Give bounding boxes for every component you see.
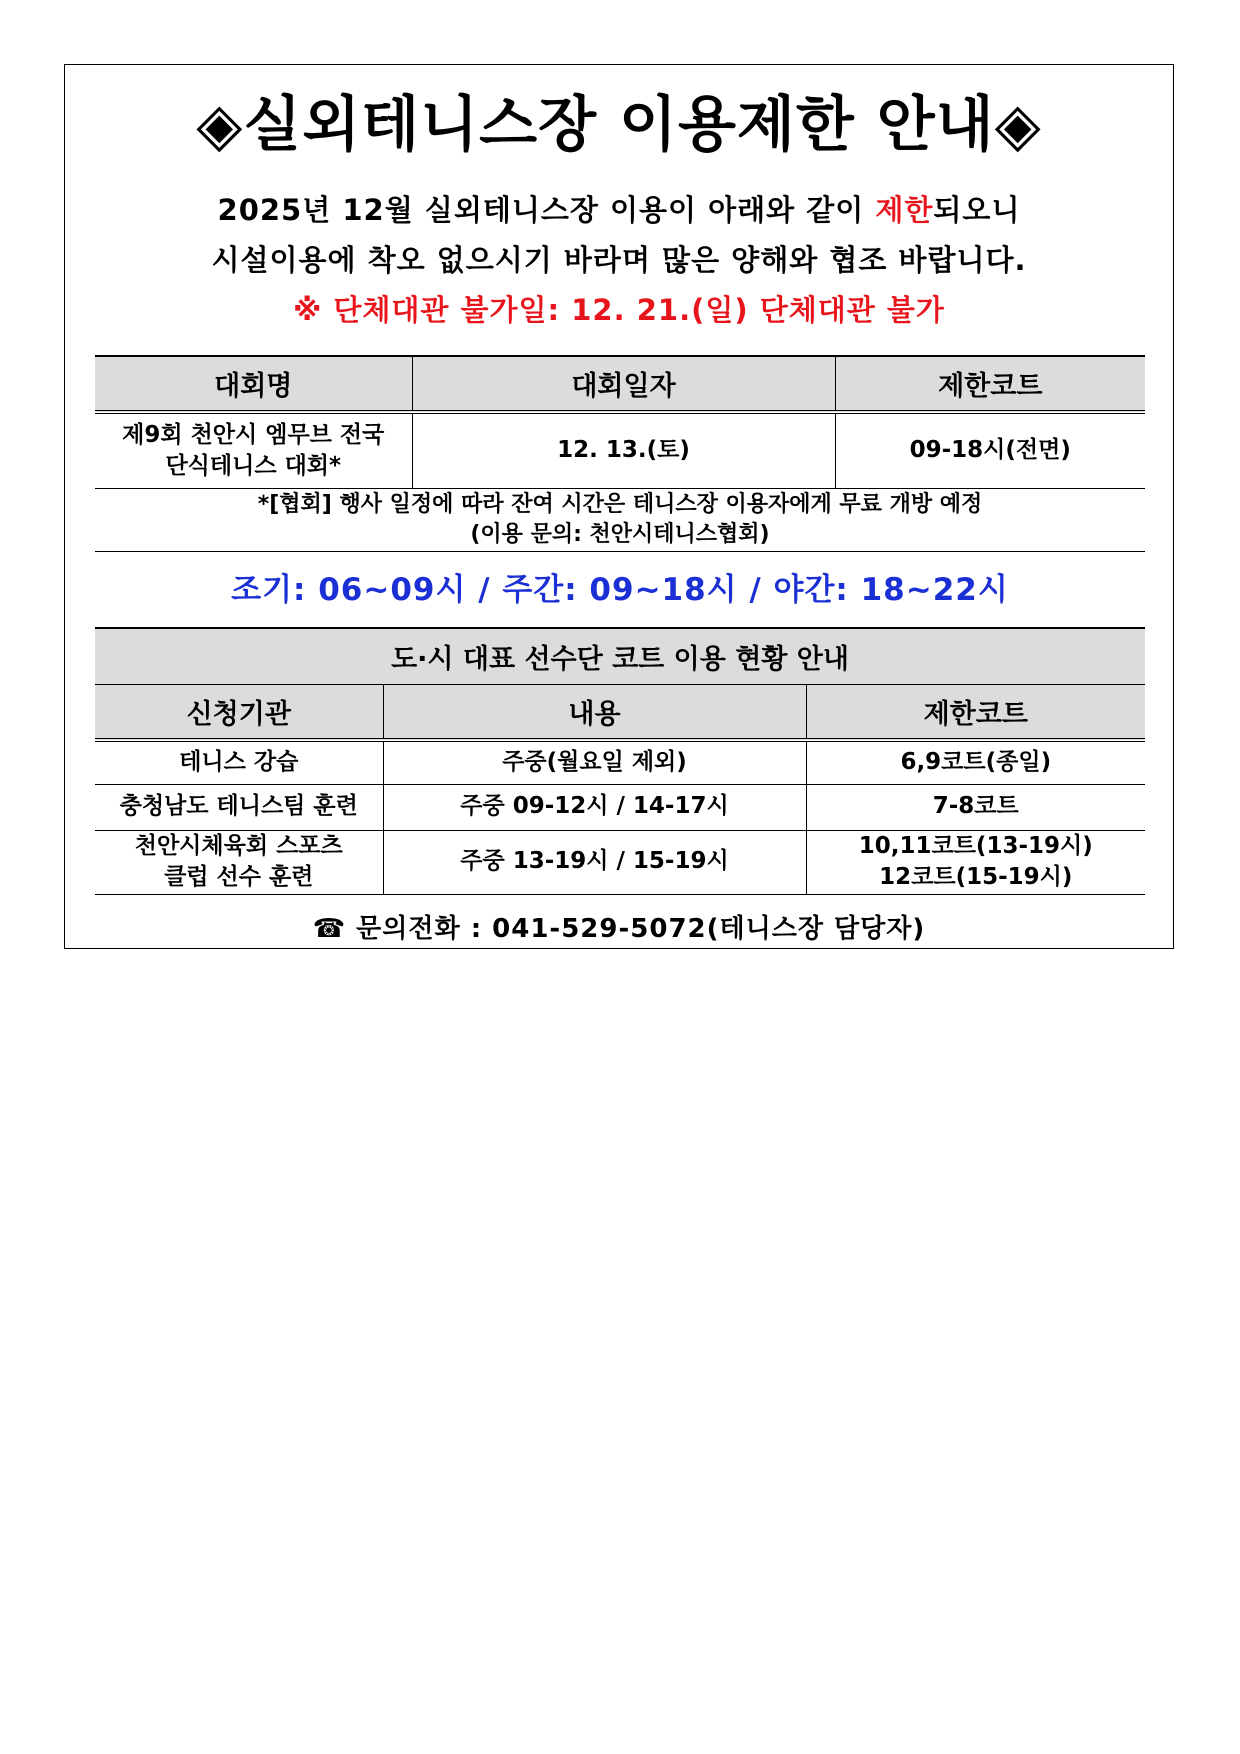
contact-footer — [65, 916, 1173, 942]
header-tournament-date: 대회일자 — [412, 356, 835, 412]
tournament-name-line-1: 제9회 천안시 엠무브 전국 — [122, 421, 385, 448]
header-tournament-name: 대회명 — [95, 356, 412, 412]
contact-phone-text: 문의전화 : 041-529-5072(테니스장 담당자) — [356, 914, 926, 944]
court-cell: 6,9코트(종일) — [806, 740, 1145, 784]
intro-restriction-word: 제한 — [875, 193, 934, 227]
court-cell: 7-8코트 — [806, 784, 1145, 830]
note-row — [95, 488, 1145, 551]
note-line-2: (이용 문의: 천안시테니스협회) — [470, 521, 770, 547]
free-access-note — [95, 488, 1145, 551]
table-row — [95, 784, 1145, 830]
header-restricted-court: 제한코트 — [835, 356, 1145, 412]
content-cell: 주중(월요일 제외) — [383, 740, 806, 784]
table-row — [95, 740, 1145, 784]
team-header-row — [95, 685, 1145, 741]
tournament-court-cell: 09-18시(전면) — [835, 412, 1145, 488]
header-team-court: 제한코트 — [806, 685, 1145, 741]
notice-frame — [64, 64, 1174, 949]
table-row — [95, 830, 1145, 894]
intro-line-1 — [65, 193, 1173, 227]
group-rental-notice: ※ 단체대관 불가일: 12. 21.(일) 단체대관 불가 — [293, 293, 945, 327]
note-line-1: *[협회] 행사 일정에 따라 잔여 시간은 테니스장 이용자에게 무료 개방 예정 — [257, 491, 983, 517]
team-table-title: 도·시 대표 선수단 코트 이용 현황 안내 — [95, 628, 1145, 685]
intro-line-1-start: 2025년 12월 실외테니스장 이용이 아래와 같이 — [217, 193, 876, 227]
team-usage-table — [95, 627, 1145, 895]
intro-line-2: 시설이용에 착오 없으시기 바라며 많은 양해와 협조 바랍니다. — [211, 243, 1027, 277]
phone-icon: ☎ — [312, 914, 347, 944]
tournament-header-row — [95, 356, 1145, 412]
content-cell: 주중 09-12시 / 14-17시 — [383, 784, 806, 830]
header-applicant: 신청기관 — [95, 685, 383, 741]
court-line-2: 12코트(15-19시) — [879, 864, 1073, 890]
applicant-line-2: 클럽 선수 훈련 — [164, 864, 314, 890]
tournament-name-cell — [95, 412, 412, 488]
team-table-title-row — [95, 628, 1145, 685]
time-slot-row — [95, 551, 1145, 621]
table-row — [95, 412, 1145, 488]
tournament-date-cell: 12. 13.(토) — [412, 412, 835, 488]
applicant-cell: 테니스 강습 — [95, 740, 383, 784]
tournament-name-line-2: 단식테니스 대회* — [165, 452, 342, 479]
applicant-line-1: 천안시체육회 스포츠 — [134, 832, 343, 859]
content-cell: 주중 13-19시 / 15-19시 — [383, 830, 806, 894]
header-content: 내용 — [383, 685, 806, 741]
intro-line-1-end: 되오니 — [933, 193, 1021, 227]
page-title: ◈실외테니스장 이용제한 안내◈ — [196, 90, 1042, 160]
applicant-cell — [95, 830, 383, 894]
court-cell — [806, 830, 1145, 894]
tournament-table — [95, 355, 1145, 621]
court-line-1: 10,11코트(13-19시) — [858, 832, 1093, 859]
time-slots: 조기: 06~09시 / 주간: 09~18시 / 야간: 18~22시 — [231, 571, 1009, 608]
applicant-cell: 충청남도 테니스팀 훈련 — [95, 784, 383, 830]
